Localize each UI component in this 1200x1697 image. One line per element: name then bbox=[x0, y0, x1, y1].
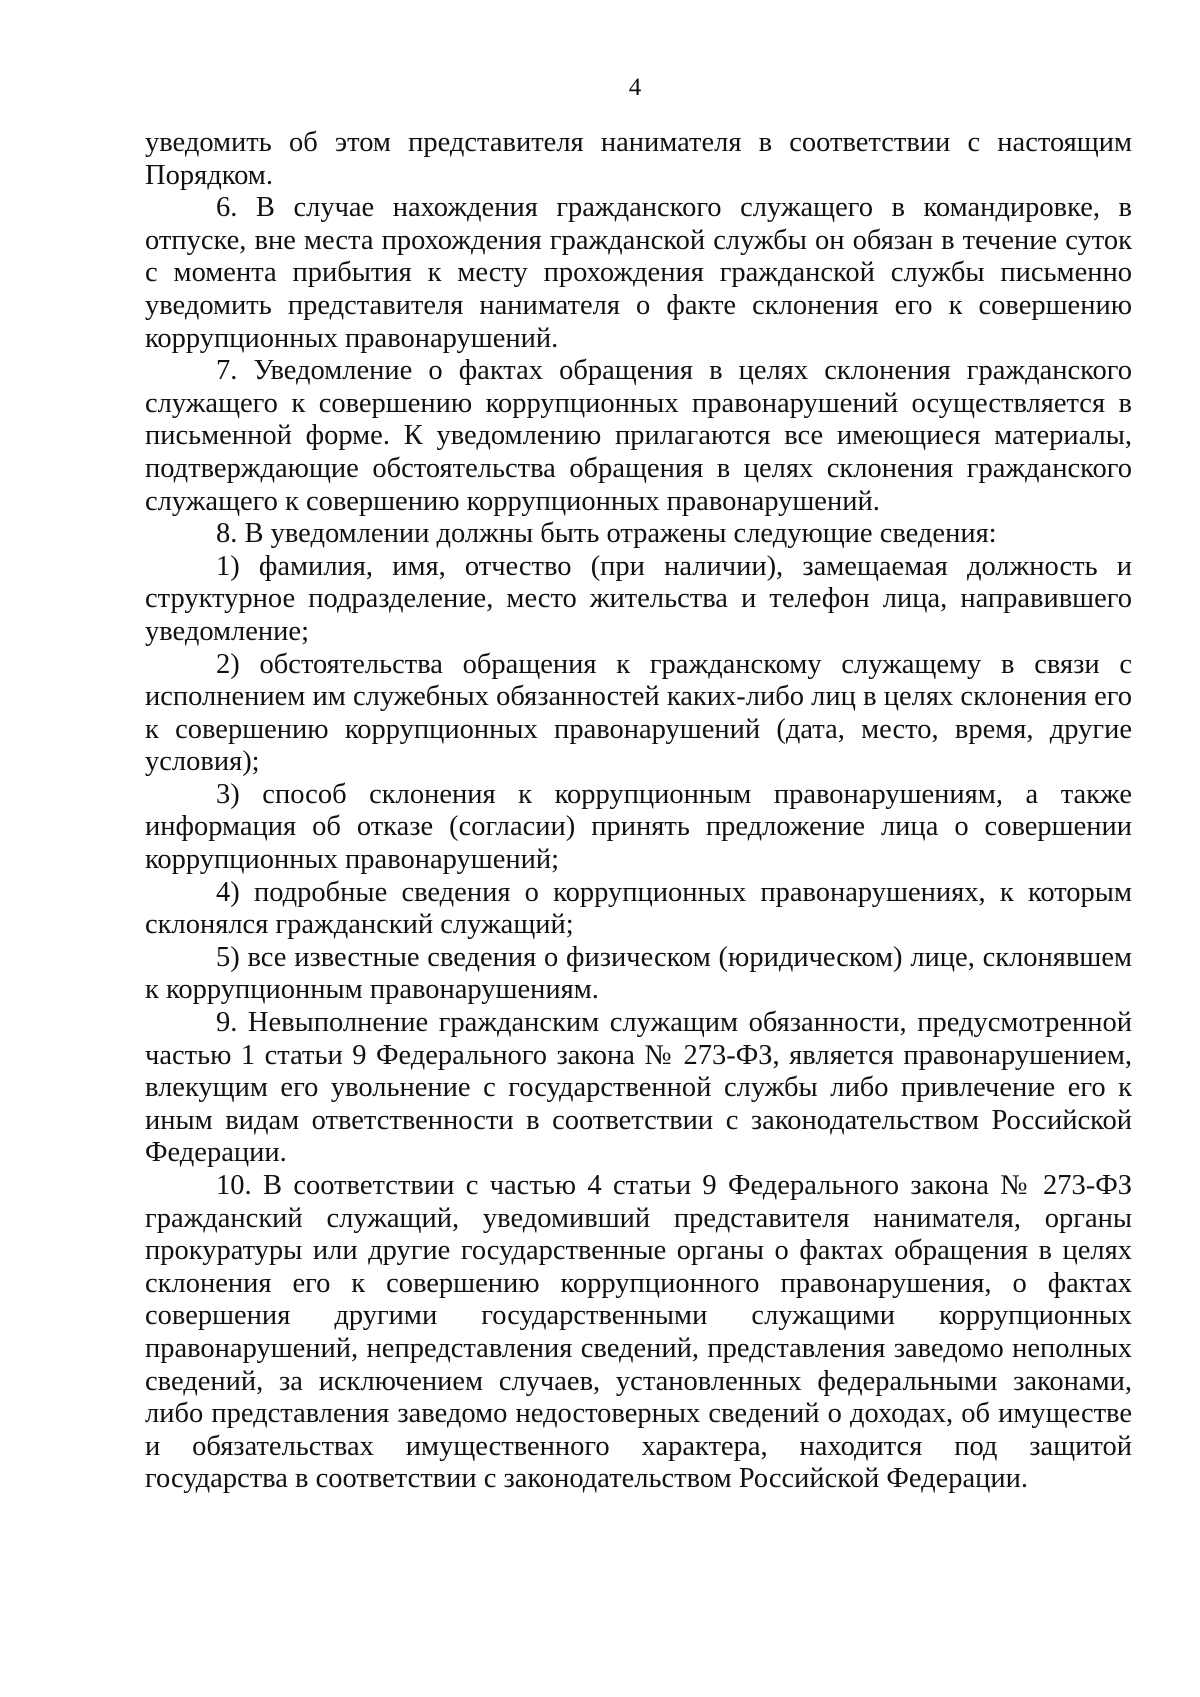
paragraph-continuation: уведомить об этом представителя нанимателя в соответствии с настоящим Порядком. bbox=[145, 127, 1132, 191]
paragraph-item-9: 9. Невыполнение гражданским служащим обязанности, предусмотренной частью 1 статьи 9 Федерального закона № 273-ФЗ, является правонарушением, влекущим его увольнение с государственной службы либо привлечение его к иным видам ответственности в соответствии с законодательством Российской Федерации. bbox=[145, 1007, 1132, 1169]
page-number: 4 bbox=[628, 74, 642, 101]
subparagraph-item-3: 3) способ склонения к коррупционным правонарушениям, а также информация об отказе (согласии) принять предложение лица о совершении коррупционных правонарушений; bbox=[145, 778, 1132, 876]
document-body bbox=[145, 127, 1132, 1496]
paragraph-item-8: 8. В уведомлении должны быть отражены следующие сведения: bbox=[216, 518, 997, 550]
subparagraph-item-4: 4) подробные сведения о коррупционных правонарушениях, к которым склонялся гражданский служащий; bbox=[145, 876, 1132, 941]
subparagraph-item-1: 1) фамилия, имя, отчество (при наличии), замещаемая должность и структурное подразделение, место жительства и телефон лица, направившего уведомление; bbox=[145, 550, 1132, 647]
paragraph-item-7: 7. Уведомление о фактах обращения в целях склонения гражданского служащего к совершению коррупционных правонарушений осуществляется в письменной форме. К уведомлению прилагаются все имеющиеся материалы, подтверждающие обстоятельства обращения в целях склонения гражданского служащего к совершению коррупционных правонарушений. bbox=[145, 355, 1132, 517]
subparagraph-item-2: 2) обстоятельства обращения к гражданскому служащему в связи с исполнением им служебных обязанностей каких-либо лиц в целях склонения его к совершению коррупционных правонарушений (дата, место, время, другие условия); bbox=[145, 648, 1132, 778]
subparagraph-item-5: 5) все известные сведения о физическом (юридическом) лице, склонявшем к коррупционным правонарушениям. bbox=[145, 941, 1132, 1006]
paragraph-item-10: 10. В соответствии с частью 4 статьи 9 Федерального закона № 273-ФЗ гражданский служащий, уведомивший представителя нанимателя, органы прокуратуры или другие государственные органы о фактах обращения в целях склонения его к совершению коррупционного правонарушения, о фактах совершения другими государственными служащими коррупционных правонарушений, непредставления сведений, представления заведомо неполных сведений, за исключением случаев, установленных федеральными законами, либо представления заведомо недостоверных сведений о доходах, об имуществе и обязательствах имущественного характера, находится под защитой государства в соответствии с законодательством Российской Федерации. bbox=[145, 1170, 1132, 1495]
paragraph-item-6: 6. В случае нахождения гражданского служащего в командировке, в отпуске, вне места прохождения гражданской службы он обязан в течение суток с момента прибытия к месту прохождения гражданской службы письменно уведомить представителя нанимателя о факте склонения его к совершению коррупционных правонарушений. bbox=[145, 192, 1132, 354]
